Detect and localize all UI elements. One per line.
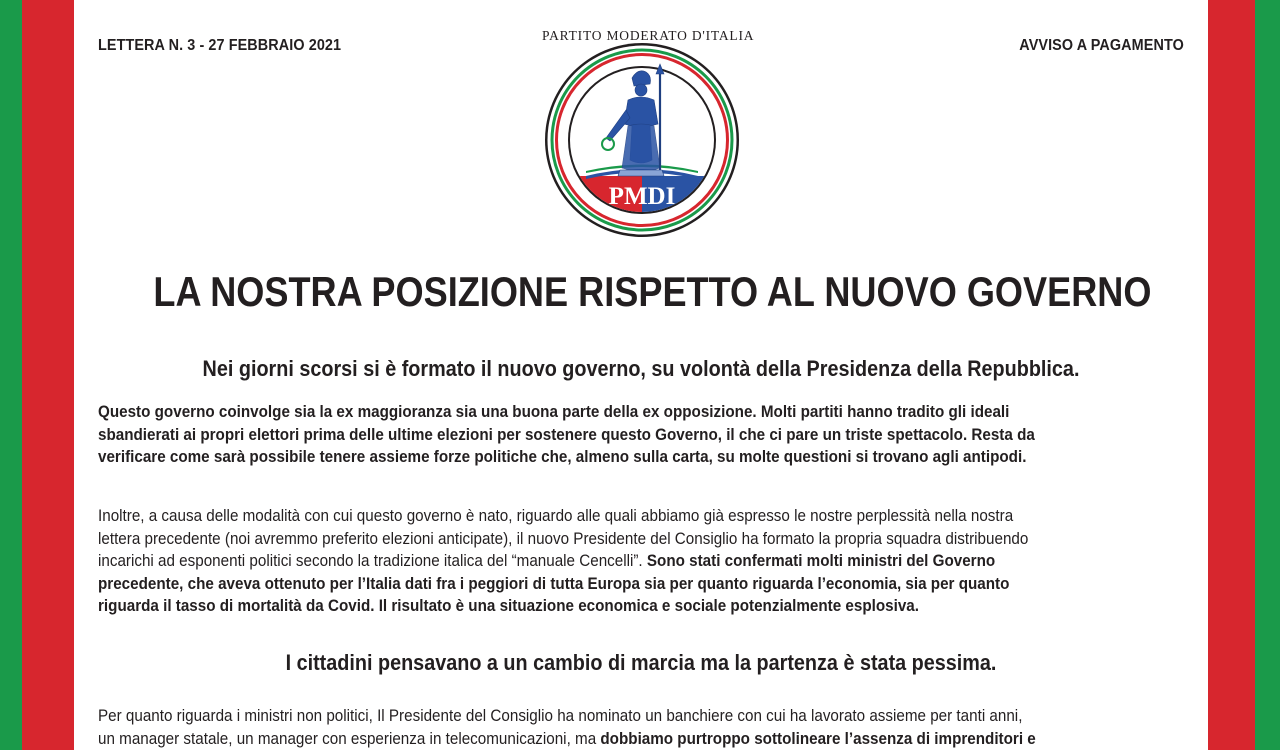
letter-reference: LETTERA N. 3 - 27 FEBBRAIO 2021: [98, 37, 342, 54]
section-subhead-1: Nei giorni scorsi si è formato il nuovo governo, su volontà della Presidenza della Repubblica.: [202, 356, 1080, 381]
paragraph-2-line: [98, 573, 1069, 596]
party-logo: [542, 28, 755, 240]
logo-ring-text: PARTITO MODERATO D'ITALIA: [542, 28, 755, 43]
paragraph-3: [98, 705, 1183, 750]
party-logo-emblem: [542, 28, 755, 240]
logo-acronym: PMDI: [608, 183, 676, 210]
paid-notice-label: AVVISO A PAGAMENTO: [1019, 37, 1184, 54]
paragraph-1: [98, 401, 1183, 469]
page-title: LA NOSTRA POSIZIONE RISPETTO AL NUOVO GOVERNO: [153, 268, 1152, 315]
paragraph-1-line: Questo governo coinvolge sia la ex maggioranza sia una buona parte della ex opposizione. Molti partiti hanno tradito gli ideali: [98, 402, 1010, 421]
paragraph-2: [98, 505, 1183, 618]
paragraph-2-emphasis: precedente, che aveva ottenuto per l’Italia dati fra i peggiori di tutta Europa sia per quanto riguarda l’economia, sia per quanto: [98, 573, 1010, 593]
section-subhead-2: I cittadini pensavano a un cambio di marcia ma la partenza è stata pessima.: [285, 650, 997, 675]
paragraph-2-line: [98, 595, 1069, 618]
paragraph-2-text: incarichi ad esponenti politici secondo la tradizione italica del “manuale Cencelli”.: [98, 551, 647, 570]
letter-page: [74, 0, 1208, 750]
paragraph-1-line: sbandierati ai propri elettori prima delle ultime elezioni per sostenere questo Governo, il che ci pare un triste spettacolo. Resta da: [98, 424, 1035, 444]
paragraph-2-line: [98, 550, 1069, 573]
paragraph-3-emphasis: dobbiamo purtroppo sottolineare l’assenza di imprenditori e: [600, 728, 1036, 748]
paragraph-2-emphasis: Sono stati confermati molti ministri del Governo: [646, 551, 996, 570]
flag-stripe-red-left: [22, 0, 74, 750]
flag-stripe-red-right: [1208, 0, 1255, 750]
paragraph-2-line: Inoltre, a causa delle modalità con cui questo governo è nato, riguardo alle quali abbiamo già espresso le nostre perplessità nella nostra: [98, 506, 1014, 525]
paragraph-3-text: un manager statale, un manager con esperienza in telecomunicazioni, ma: [98, 728, 601, 748]
paragraph-1-line: verificare come sarà possibile tenere assieme forze politiche che, almeno sulla carta, su molte questioni si trovano agli antipodi.: [98, 447, 1027, 466]
paragraph-3-line: Per quanto riguarda i ministri non politici, Il Presidente del Consiglio ha nominato un banchiere con cui ha lavorato assieme per tanti anni,: [98, 706, 1023, 725]
paragraph-2-line: lettera precedente (noi avremmo preferito elezioni anticipate), il nuovo Presidente del Consiglio ha formato la propria squadra distribuendo: [98, 528, 1029, 548]
paragraph-3-line: [98, 728, 1069, 750]
paragraph-2-emphasis: riguarda il tasso di mortalità da Covid. Il risultato è una situazione economica e sociale potenzialmente esplosiva.: [98, 596, 919, 615]
flag-stripe-green-right: [1255, 0, 1280, 750]
flag-stripe-green-left: [0, 0, 22, 750]
